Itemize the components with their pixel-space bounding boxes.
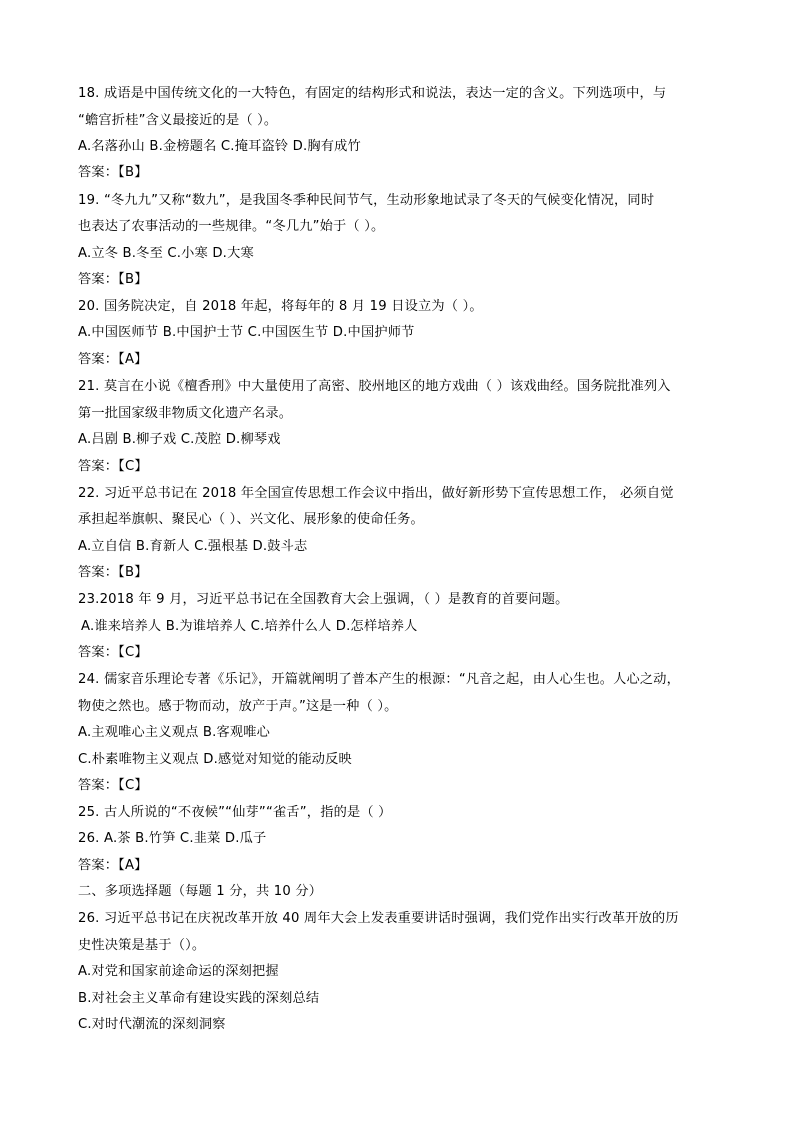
question-26-option-a: A.对党和国家前途命运的深刻把握 — [78, 964, 279, 979]
question-24-options-1: A.主观唯心主义观点 B.客观唯心 — [78, 725, 271, 740]
question-22-options: A.立自信 B.育新人 C.强根基 D.鼓斗志 — [78, 539, 308, 554]
question-19-line-1: 19. “冬九九”又称“数九”，是我国冬季种民间节气，生动形象地试录了冬天的气候变化情况，同时 — [78, 193, 655, 208]
question-26-option-c: C.对时代潮流的深刻洞察 — [78, 1017, 226, 1032]
question-21-options: A.吕剧 B.柳子戏 C.茂腔 D.柳琴戏 — [78, 432, 281, 447]
question-21-answer: 答案：【C】 — [78, 459, 148, 474]
question-21-line-1: 21. 莫言在小说《檀香刑》中大量使用了高密、胶州地区的地方戏曲（ ）该戏曲经。国务院批准列入 — [78, 379, 671, 394]
question-23-answer: 答案：【C】 — [78, 645, 148, 660]
question-20-answer: 答案：【A】 — [78, 352, 148, 367]
question-26-line-2: 史性决策是基于（）。 — [78, 938, 206, 953]
question-22-answer: 答案：【B】 — [78, 565, 148, 580]
question-22-line-2: 承担起举旗帜、聚民心（ ）、兴文化、展形象的使命任务。 — [78, 512, 424, 527]
question-25-options: 26. A.茶 B.竹笋 C.韭菜 D.瓜子 — [78, 831, 267, 846]
question-26-option-b: B.对社会主义革命有建设实践的深刻总结 — [78, 991, 320, 1006]
question-20-options: A.中国医师节 B.中国护士节 C.中国医生节 D.中国护师节 — [78, 325, 415, 340]
question-25-line-1: 25. 古人所说的“不夜候”“仙芽”“雀舌”，指的是（ ） — [78, 805, 392, 820]
question-18-options: A.名落孙山 B.金榜题名 C.掩耳盗铃 D.胸有成竹 — [78, 139, 361, 154]
document-page — [78, 0, 718, 1123]
question-23-options: A.谁来培养人 B.为谁培养人 C.培养什么人 D.怎样培养人 — [81, 619, 418, 634]
question-19-answer: 答案：【B】 — [78, 272, 148, 287]
question-26-line-1: 26. 习近平总书记在庆祝改革开放 40 周年大会上发表重要讲话时强调，我们党作出实行改革开放的历 — [78, 911, 679, 926]
question-18-line-1: 18. 成语是中国传统文化的一大特色，有固定的结构形式和说法，表达一定的含义。下列选项中，与 — [78, 86, 667, 101]
question-24-line-2: 物使之然也。感于物而动，放产于声。”这是一种（ ）。 — [78, 699, 398, 714]
question-25-answer: 答案：【A】 — [78, 858, 148, 873]
question-24-options-2: C.朴素唯物主义观点 D.感觉对知觉的能动反映 — [78, 752, 352, 767]
question-23-line-1: 23.2018 年 9 月，习近平总书记在全国教育大会上强调，（ ）是教育的首要问题。 — [78, 592, 569, 607]
question-19-line-2: 也表达了农事活动的一些规律。“冬几九”始于（ ）。 — [78, 219, 385, 234]
question-21-line-2: 第一批国家级非物质文化遗产名录。 — [78, 406, 293, 421]
question-18-answer: 答案：【B】 — [78, 165, 148, 180]
question-24-answer: 答案：【C】 — [78, 778, 148, 793]
section-heading-multiple-choice: 二、多项选择题（每题 1 分，共 10 分） — [78, 884, 323, 899]
question-20-line-1: 20. 国务院决定，自 2018 年起，将每年的 8 月 19 日设立为（ ）。 — [78, 299, 483, 314]
question-18-line-2: “蟾宫折桂”含义最接近的是（ ）。 — [78, 113, 278, 128]
question-24-line-1: 24. 儒家音乐理论专著《乐记》，开篇就阐明了普本产生的根源：“凡音之起，由人心生也。人心之动， — [78, 672, 681, 687]
question-19-options: A.立冬 B.冬至 C.小寒 D.大寒 — [78, 246, 254, 261]
question-22-line-1: 22. 习近平总书记在 2018 年全国宣传思想工作会议中指出，做好新形势下宣传思想工作， 必须自觉 — [78, 486, 674, 501]
